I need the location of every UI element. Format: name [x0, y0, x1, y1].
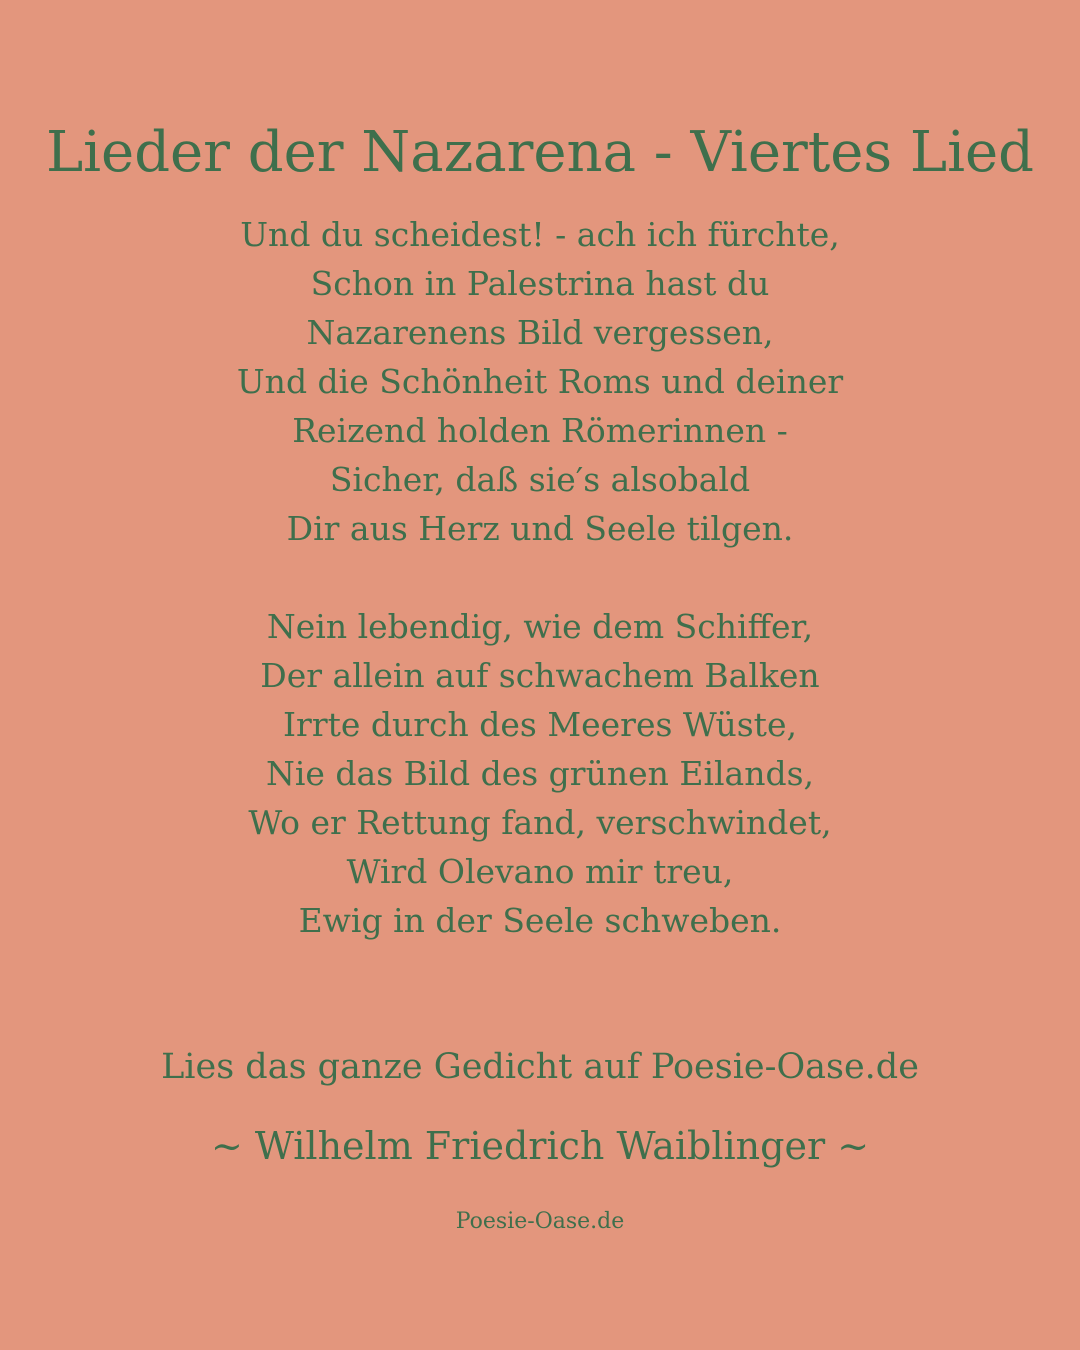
author-name: ~ Wilhelm Friedrich Waiblinger ~ — [210, 1124, 870, 1168]
poem-title: Lieder der Nazarena - Viertes Lied — [45, 120, 1035, 185]
read-full-poem-text: Lies das ganze Gedicht auf Poesie-Oase.de — [161, 1047, 919, 1087]
poem-line: Dir aus Herz und Seele tilgen. — [286, 509, 794, 548]
poem-line: Und du scheidest! - ach ich fürchte, — [240, 215, 840, 254]
poem-line: Der allein auf schwachem Balken — [260, 656, 820, 695]
poem-line: Wo er Rettung fand, verschwindet, — [248, 803, 832, 842]
poem-line: Schon in Palestrina hast du — [310, 264, 770, 303]
site-footer-text: Poesie-Oase.de — [455, 1209, 625, 1234]
poem-line: Reizend holden Römerinnen - — [292, 411, 788, 450]
poem-line: Nie das Bild des grünen Eilands, — [265, 754, 815, 793]
stanza-2 — [0, 602, 1080, 945]
poem-line: Nazarenens Bild vergessen, — [306, 313, 774, 352]
poem-line: Wird Olevano mir treu, — [346, 852, 734, 891]
poem-line: Ewig in der Seele schweben. — [298, 901, 782, 940]
poem-line: Und die Schönheit Roms und deiner — [236, 362, 844, 401]
poem-line: Sicher, daß sie′s alsobald — [329, 460, 751, 499]
poem-line: Irrte durch des Meeres Wüste, — [283, 705, 797, 744]
poem-line: Nein lebendig, wie dem Schiffer, — [266, 607, 814, 646]
stanza-1 — [0, 210, 1080, 553]
